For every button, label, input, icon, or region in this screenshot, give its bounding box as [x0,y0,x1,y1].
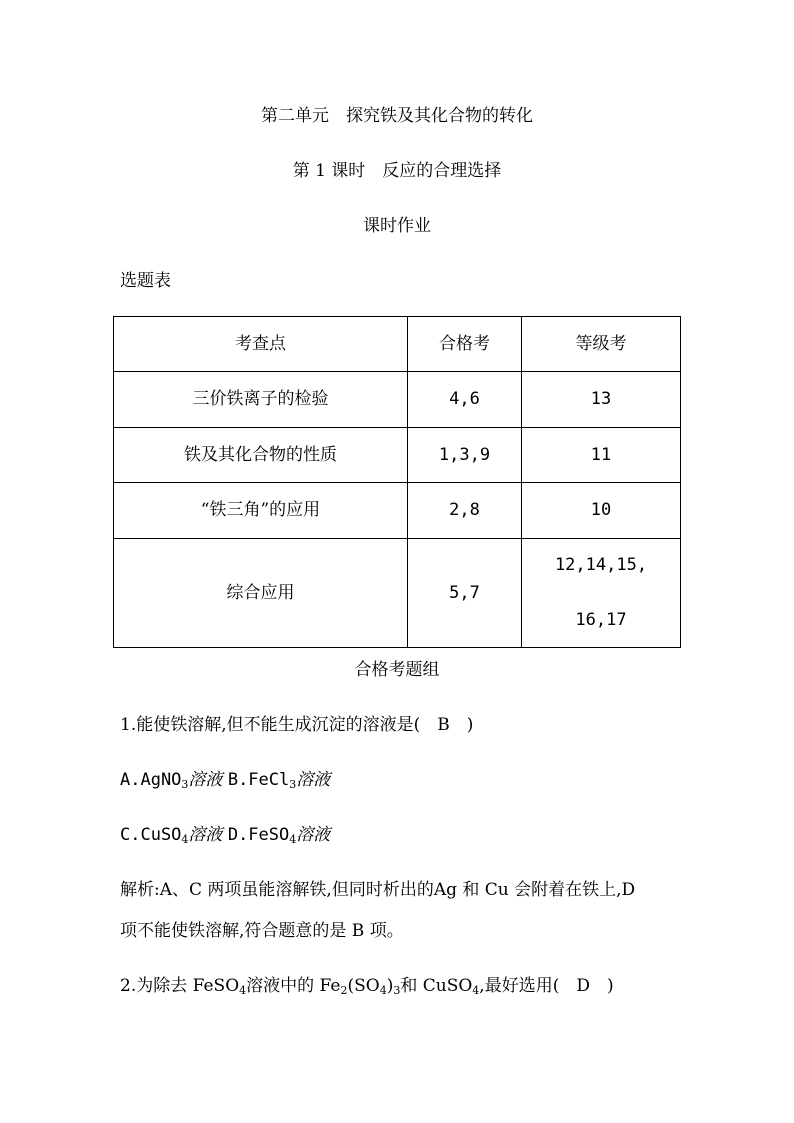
question-1-stem: 1.能使铁溶解,但不能生成沉淀的溶液是( B ) [120,715,474,735]
option-d-label: D.FeSO [227,825,290,845]
table-row [114,483,681,539]
option-a-label: A.AgNO [120,770,182,790]
advanced-cell [522,539,681,648]
question-group-title: 合格考题组 [354,660,440,680]
advanced-cell: 11 [522,428,681,483]
q2-sub3: 4 [379,984,387,997]
option-a-subscript: 3 [181,778,189,791]
option-a-suffix: 溶液 [188,770,223,790]
option-b-label: B.FeCl [227,770,290,790]
topic-cell: “铁三角”的应用 [114,483,408,539]
option-d-suffix: 溶液 [296,825,331,845]
q2-part3: (SO [347,976,380,996]
topic-cell: 综合应用 [114,539,408,648]
question-2-stem [120,978,614,995]
table-row [114,539,681,648]
table-row [114,428,681,483]
q2-sub2: 2 [340,984,348,997]
basic-cell: 1,3,9 [408,428,522,483]
question-1-options-ab [120,772,330,789]
header-basic: 合格考 [408,317,522,372]
selection-table [113,316,681,648]
q2-part6: ,最好选用( D ) [479,976,614,996]
unit-title: 第二单元 探究铁及其化合物的转化 [261,106,533,126]
q2-part5: 和 CuSO [400,976,473,996]
option-c-label: C.CuSO [120,825,182,845]
topic-cell: 三价铁离子的检验 [114,372,408,428]
option-d-subscript: 4 [289,833,297,846]
q2-part4: ) [386,976,394,996]
option-b-subscript: 3 [289,778,297,791]
advanced-cell-line2: 16,17 [575,610,627,630]
q2-part2: 溶液中的 Fe [246,976,341,996]
q2-sub1: 4 [239,984,247,997]
question-1-analysis-line1: 解析:A、C 两项虽能溶解铁,但同时析出的Ag 和 Cu 会附着在铁上,D [120,880,636,900]
advanced-cell-line1: 12,14,15, [554,555,648,575]
table-label: 选题表 [120,271,171,291]
basic-cell: 2,8 [408,483,522,539]
question-1-options-cd [120,827,330,844]
question-1-analysis-line2: 项不能使铁溶解,符合题意的是 B 项。 [120,921,404,941]
topic-cell: 铁及其化合物的性质 [114,428,408,483]
q2-part1: 2.为除去 FeSO [120,976,240,996]
basic-cell: 4,6 [408,372,522,428]
table-row [114,372,681,428]
q2-sub5: 4 [472,984,480,997]
section-title: 课时作业 [363,216,431,236]
option-b-suffix: 溶液 [296,770,331,790]
basic-cell: 5,7 [408,539,522,648]
header-advanced: 等级考 [522,317,681,372]
advanced-cell: 10 [522,483,681,539]
table-header-row [114,317,681,372]
header-topic: 考查点 [114,317,408,372]
advanced-cell: 13 [522,372,681,428]
lesson-title: 第 1 课时 反应的合理选择 [292,161,502,181]
option-c-subscript: 4 [181,833,189,846]
q2-sub4: 3 [393,984,401,997]
option-c-suffix: 溶液 [188,825,223,845]
